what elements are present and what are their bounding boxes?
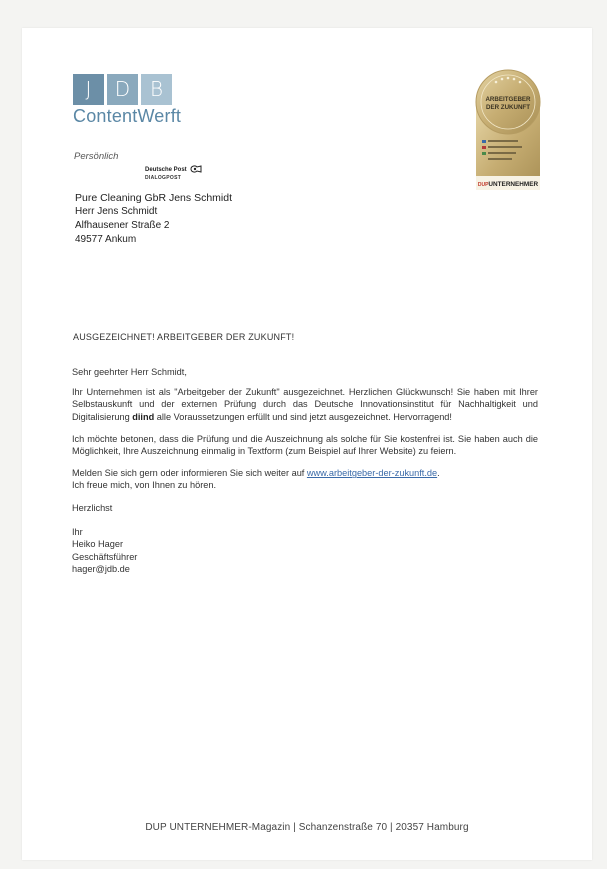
recipient-street: Alfhausener Straße 2 <box>75 220 170 231</box>
letter-subject: AUSGEZEICHNET! ARBEITGEBER DER ZUKUNFT! <box>73 332 295 342</box>
jdb-contentwerft-logo <box>73 74 181 127</box>
logo-wordmark: ContentWerft <box>73 106 182 126</box>
recipient-name: Herr Jens Schmidt <box>75 206 158 217</box>
website-link[interactable]: www.arbeitgeber-der-zukunft.de <box>306 468 438 479</box>
post-horn-icon <box>190 165 202 174</box>
paragraph-award: Ihr Unternehmen ist als "Arbeitgeber der Zukunft" ausgezeichnet. Herzlichen Glückwunsch! Sie haben mit Ihrer Selbstauskunft und der externen Prüfung durch das Deutsche Innovationsinstitut für Nachhaltigkeit und Digitalisierung diind alle Voraussetzungen erfüllt und sind jetzt ausgezeichnet. Hervorragend! <box>72 387 538 422</box>
personal-label: Persönlich <box>74 151 119 162</box>
signature-ihr: Ihr <box>72 526 83 537</box>
logo-boxes <box>73 74 181 105</box>
paragraph-contact: Melden Sie sich gern oder informieren Sie sich weiter auf www.arbeitgeber-der-zukunft.de. Ich freue mich, von Ihnen zu hören. <box>72 468 440 491</box>
logo-letter-j: J <box>73 74 104 105</box>
logo-letter-b: B <box>141 74 172 105</box>
postal-brand: Deutsche Post <box>145 166 187 173</box>
signature-role: Geschäftsführer <box>72 551 138 562</box>
salutation: Sehr geehrter Herr Schmidt, <box>72 367 187 377</box>
seal-text-line2: DER ZUKUNFT <box>486 104 530 111</box>
letter-body <box>72 366 538 576</box>
signature-name: Heiko Hager <box>72 539 124 550</box>
recipient-city: 49577 Ankum <box>75 234 137 245</box>
footer-address: DUP UNTERNEHMER-Magazin | Schanzenstraße 70 | 20357 Hamburg <box>145 822 469 833</box>
closing: Herzlichst <box>72 502 113 513</box>
postal-service: DIALOGPOST <box>145 175 182 181</box>
recipient-company: Pure Cleaning GbR Jens Schmidt <box>75 192 232 204</box>
letter-page <box>22 28 592 860</box>
recipient-address <box>75 191 232 247</box>
diind-bold: diind <box>132 411 155 422</box>
seal-badge-text: DUPUNTERNEHMER <box>477 181 539 188</box>
seal-text-line1: ARBEITGEBER <box>485 96 531 103</box>
logo-letter-d: D <box>107 74 138 105</box>
signature-block <box>72 526 538 576</box>
signature-email: hager@jdb.de <box>72 564 130 575</box>
paragraph-free-of-charge: Ich möchte betonen, dass die Prüfung und die Auszeichnung als solche für Sie kostenfrei ist. Sie haben auch die Möglichkeit, Ihre Auszeichnung einmalig in Textform (zum Beispiel auf Ihrer Website) zu feiern. <box>72 433 538 457</box>
deutsche-post-franking <box>145 165 215 181</box>
arbeitgeber-der-zukunft-seal <box>474 68 542 192</box>
